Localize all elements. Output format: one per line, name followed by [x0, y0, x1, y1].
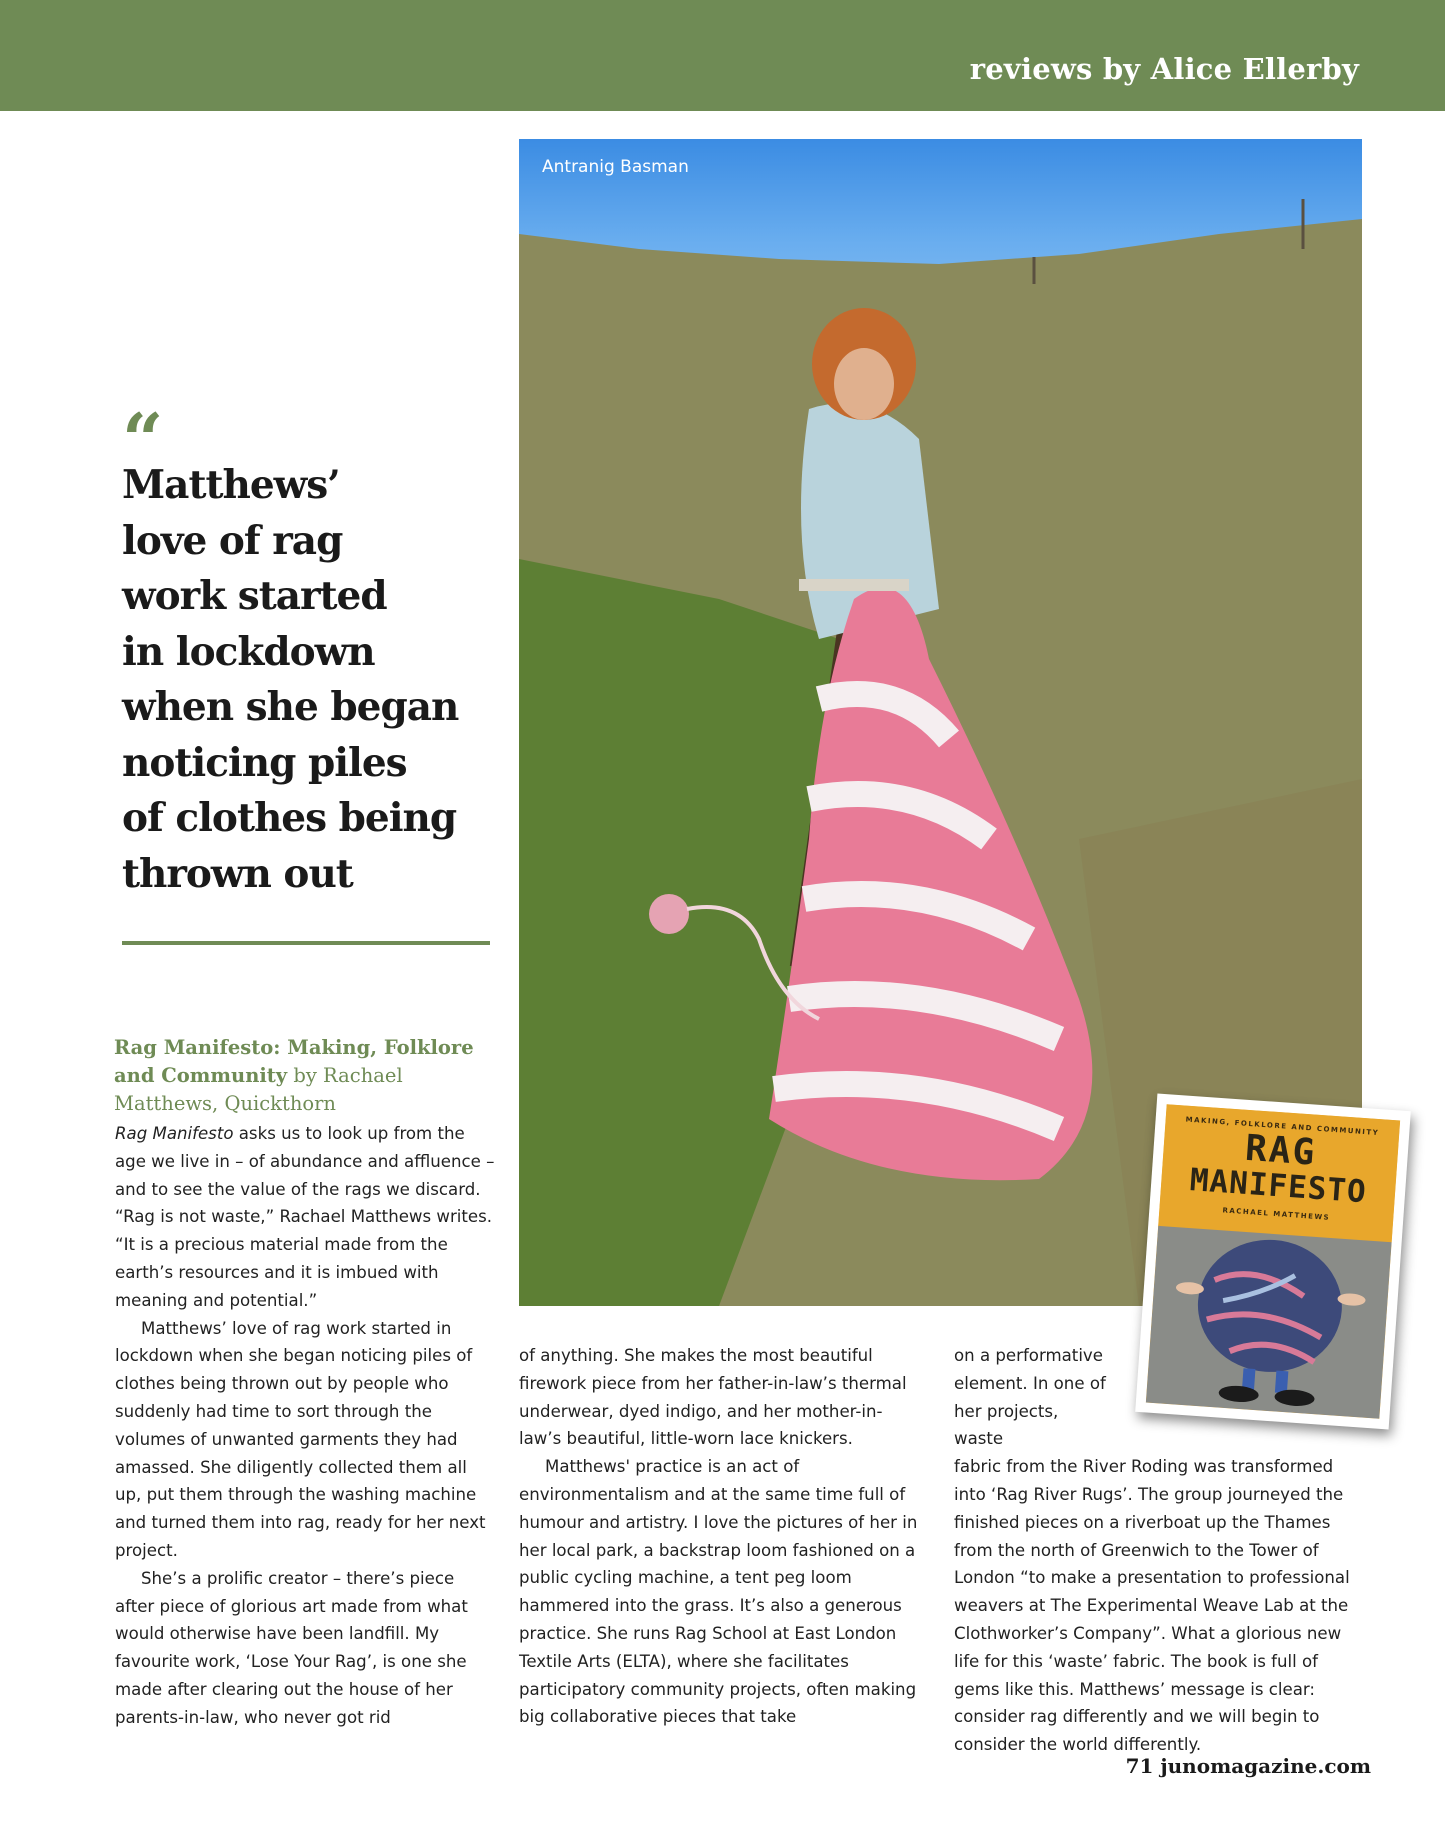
- review-heading: [114, 1034, 499, 1118]
- book-title-italic: Rag Manifesto: [115, 1124, 234, 1143]
- review-byline: by Rachael Matthews, Quickthorn: [114, 1064, 403, 1115]
- pull-quote-line: work started: [122, 573, 387, 619]
- book-cover-kicker: MAKING, FOLKLORE AND COMMUNITY: [1185, 1115, 1380, 1138]
- page-number: 71: [1125, 1754, 1154, 1778]
- book-cover-title-line-2: MANIFESTO: [1188, 1162, 1368, 1211]
- section-title: reviews by Alice Ellerby: [969, 52, 1359, 86]
- pull-quote-line: when she began: [122, 684, 459, 730]
- body-paragraph: fabric from the River Roding was transformed into ‘Rag River Rugs’. The group journeyed the finished pieces on a riverboat up the Thames from the north of Greenwich to the Tower of London “to make a presentation to professional weavers at The Experimental Weave Lab at the Clothworker’s Company”. What a glorious new life for this ‘waste’ fabric. The book is full of gems like this. Matthews’ message is clear: consider rag differently and we will begin to consider the world differently.: [954, 1457, 1350, 1755]
- body-text: asks us to look up from the age we live in – of abundance and affluence – and to see the value of the rags we discard. “Rag is not waste,” Rachael Matthews writes. “It is a precious material made from the earth’s resources and it is imbued with meaning and potential.”: [115, 1124, 495, 1310]
- pull-quote-line: Matthews’: [122, 462, 340, 508]
- body-paragraph: She’s a prolific creator – there’s piece after piece of glorious art made from what would otherwise have been landfill. My favourite work, ‘Lose Your Rag’, is one she made after clearing out the house of her parents-in-law, who never got rid: [115, 1568, 468, 1727]
- book-cover-title-line-1: RAG: [1243, 1127, 1318, 1174]
- book-cover-author: RACHAEL MATTHEWS: [1222, 1206, 1331, 1222]
- site-url: junomagazine.com: [1160, 1754, 1371, 1778]
- body-paragraph: Matthews’ love of rag work started in lockdown when she began noticing piles of clothes being thrown out by people who suddenly had time to sort through the volumes of unwanted garments they had amassed. She diligently collected them all up, put them through the washing machine and turned them into rag, ready for her next project.: [115, 1318, 486, 1560]
- body-column-3: [954, 1342, 1359, 1759]
- pull-quote-line: thrown out: [122, 850, 353, 897]
- body-paragraph-wrapped: on a performative element. In one of her projects, waste: [954, 1346, 1106, 1449]
- body-column-2: [519, 1342, 924, 1731]
- page-footer: [1126, 1754, 1371, 1778]
- body-paragraph: [115, 1120, 495, 1315]
- body-paragraph: Matthews' practice is an act of environmentalism and at the same time full of humour and artistry. I love the pictures of her in her local park, a backstrap loom fashioned on a public cycling machine, a tent peg loom hammered into the grass. It’s also a generous practice. She runs Rag School at East London Textile Arts (ELTA), where she facilitates participatory community projects, often making big collaborative pieces that take: [519, 1457, 918, 1727]
- pull-quote: [122, 458, 502, 902]
- body-column-1: [115, 1120, 495, 1732]
- quote-mark-icon: “: [122, 397, 164, 482]
- body-paragraph: of anything. She makes the most beautiful firework piece from her father-in-law’s thermal underwear, dyed indigo, and her mother-in-law’s beautiful, little-worn lace knickers.: [519, 1346, 907, 1449]
- photo-credit: Antranig Basman: [542, 157, 689, 177]
- pull-quote-line: of clothes being: [122, 795, 457, 841]
- header-band: [0, 0, 1445, 111]
- pull-quote-line: in lockdown: [122, 628, 375, 675]
- pull-quote-line: noticing piles: [122, 739, 407, 786]
- pull-quote-divider: [122, 941, 490, 945]
- pull-quote-line: love of rag: [122, 517, 343, 564]
- review-book-title: Rag Manifesto: Making, Folklore and Community: [114, 1036, 474, 1087]
